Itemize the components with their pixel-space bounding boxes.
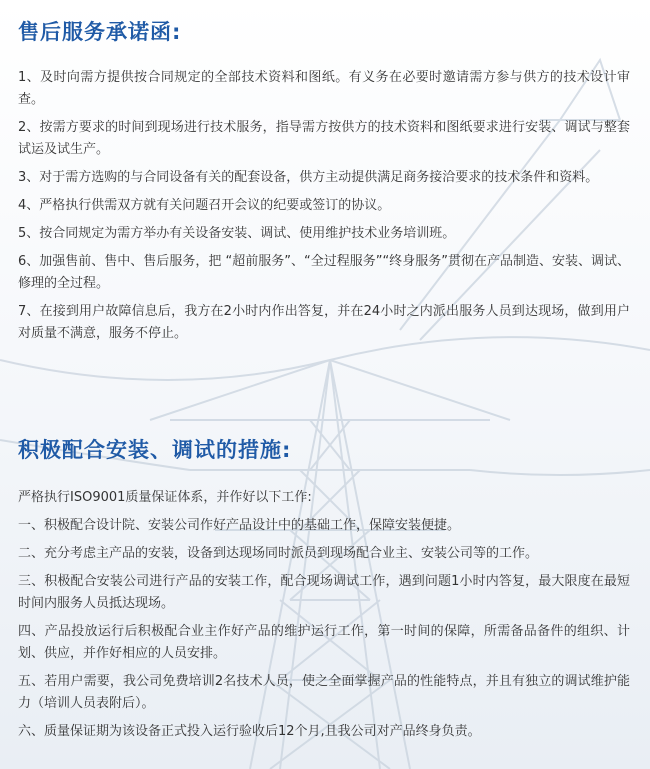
after-sales-item-5: 5、按合同规定为需方举办有关设备安装、调试、使用维护技术业务培训班。 [18,226,456,241]
installation-item-1: 一、积极配合设计院、安装公司作好产品设计中的基础工作，保障安装便捷。 [18,518,461,533]
installation-measures-title: 积极配合安装、调试的措施: [18,438,292,462]
installation-item-3: 三、积极配合安装公司进行产品的安装工作，配合现场调试工作，遇到问题1小时内答复，最大限度在最短时间内服务人员抵达现场。 [18,574,630,611]
installation-item-4: 四、产品投放运行后积极配合业主作好产品的维护运行工作，第一时间的保障，所需备品备件的组织、计划、供应，并作好相应的人员安排。 [18,624,630,661]
after-sales-item-4: 4、严格执行供需双方就有关问题召开会议的纪要或签订的协议。 [18,198,391,213]
installation-item-5: 五、若用户需要，我公司免费培训2名技术人员，使之全面掌握产品的性能特点，并且有独立的调试维护能力（培训人员表附后）。 [18,674,630,711]
after-sales-item-2: 2、按需方要求的时间到现场进行技术服务，指导需方按供方的技术资料和图纸要求进行安装、调试与整套试运及试生产。 [18,120,630,157]
installation-intro: 严格执行ISO9001质量保证体系，并作好以下工作: [18,490,312,505]
after-sales-list [18,67,630,351]
after-sales-title: 售后服务承诺函: [18,20,182,44]
after-sales-item-3: 3、对于需方选购的与合同设备有关的配套设备，供方主动提供满足商务接洽要求的技术条件和资料。 [18,170,599,185]
installation-measures-list [18,487,630,749]
after-sales-item-1: 1、及时向需方提供按合同规定的全部技术资料和图纸。有义务在必要时邀请需方参与供方的技术设计审查。 [18,70,630,107]
after-sales-item-6: 6、加强售前、售中、售后服务，把 “超前服务”、“全过程服务”“终身服务”贯彻在产品制造、安装、调试、修理的全过程。 [18,254,630,291]
installation-item-2: 二、充分考虑主产品的安装，设备到达现场同时派员到现场配合业主、安装公司等的工作。 [18,546,539,561]
after-sales-item-7: 7、在接到用户故障信息后，我方在2小时内作出答复，并在24小时之内派出服务人员到达现场，做到用户对质量不满意，服务不停止。 [18,304,630,341]
installation-item-6: 六、质量保证期为该设备正式投入运行验收后12个月,且我公司对产品终身负责。 [18,724,481,739]
